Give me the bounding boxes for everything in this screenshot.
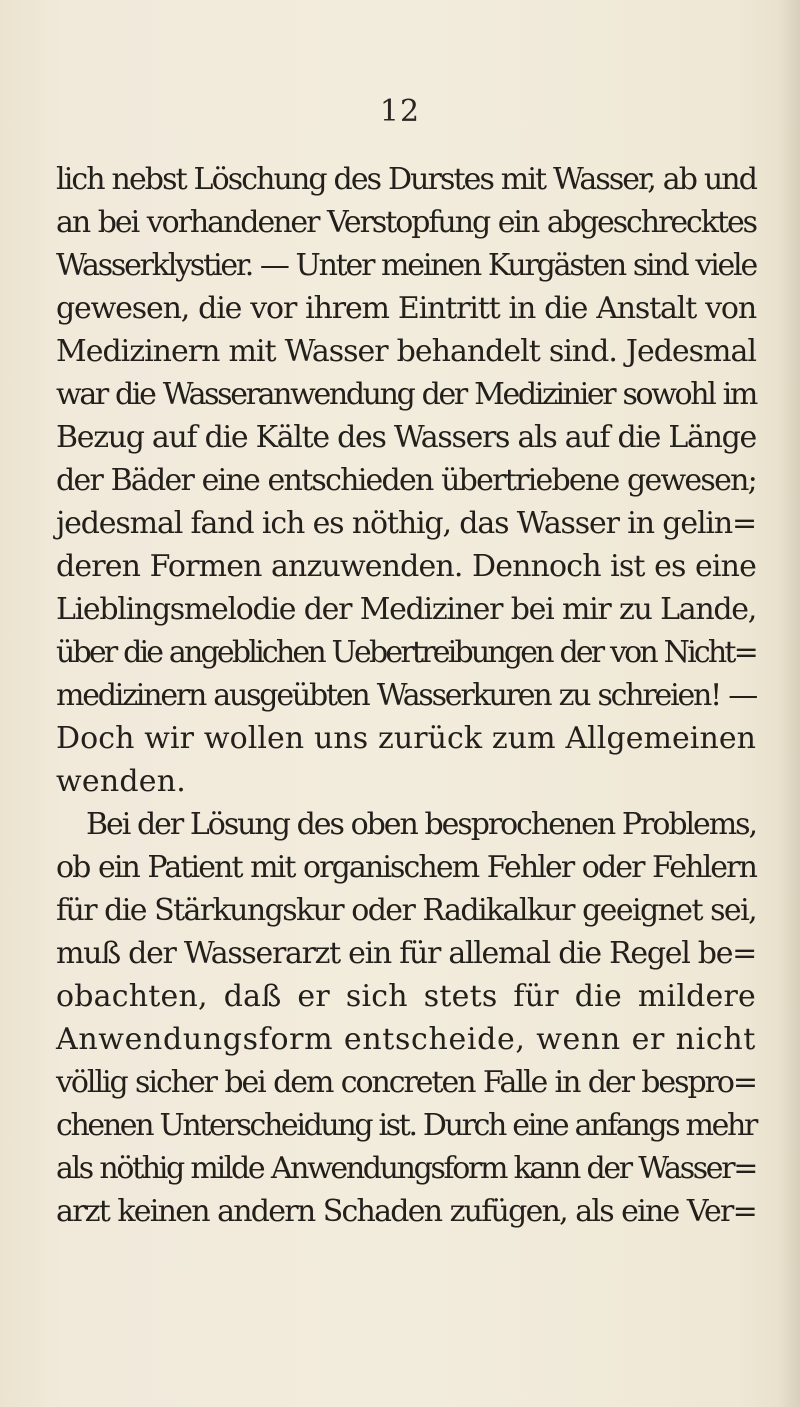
body-text [56,158,756,1233]
text-line: Bezug auf die Kälte des Wassers als auf die Länge [56,420,756,455]
text-line: der Bäder eine entschieden übertriebene gewesen; [56,463,756,498]
text-line: muß der Wasserarzt ein für allemal die Regel be= [56,936,756,971]
text-line: chenen Unterscheidung ist. Durch eine anfangs mehr [56,1108,756,1143]
text-line: arzt keinen andern Schaden zufügen, als eine Ver= [56,1194,756,1229]
text-line: Anwendungsform entscheide, wenn er nicht [56,1022,756,1057]
text-line: obachten, daß er sich stets für die mildere [56,979,756,1014]
text-line: gewesen, die vor ihrem Eintritt in die Anstalt von [56,291,756,326]
text-line: Medizinern mit Wasser behandelt sind. Jedesmal [56,334,756,369]
text-line: deren Formen anzuwenden. Dennoch ist es eine [56,549,756,584]
text-line: Bei der Lösung des oben besprochenen Problems, [86,807,756,842]
text-line: wenden. [56,764,186,799]
text-line: Wasserklystier. — Unter meinen Kurgästen sind viele [56,248,756,283]
page-edge-shadow [778,0,800,1407]
text-line: ob ein Patient mit organischem Fehler oder Fehlern [56,850,756,885]
text-line: medizinern ausgeübten Wasserkuren zu schreien! — [56,678,756,713]
text-line: jedesmal fand ich es nöthig, das Wasser in gelin= [56,506,756,541]
text-line: lich nebst Löschung des Durstes mit Wasser, ab und [56,162,756,197]
text-line: war die Wasseranwendung der Medizinier sowohl im [56,377,756,412]
text-line: Lieblingsmelodie der Mediziner bei mir zu Lande, [56,592,756,627]
text-line: als nöthig milde Anwendungsform kann der Wasser= [56,1151,756,1186]
text-line: an bei vorhandener Verstopfung ein abgeschrecktes [56,205,756,240]
text-line: Doch wir wollen uns zurück zum Allgemeinen [56,721,756,756]
text-line: völlig sicher bei dem concreten Falle in der bespro= [56,1065,756,1100]
page-number: 12 [379,94,421,129]
text-line: für die Stärkungskur oder Radikalkur geeignet sei, [56,893,756,928]
text-line: über die angeblichen Uebertreibungen der von Nicht= [56,635,756,670]
